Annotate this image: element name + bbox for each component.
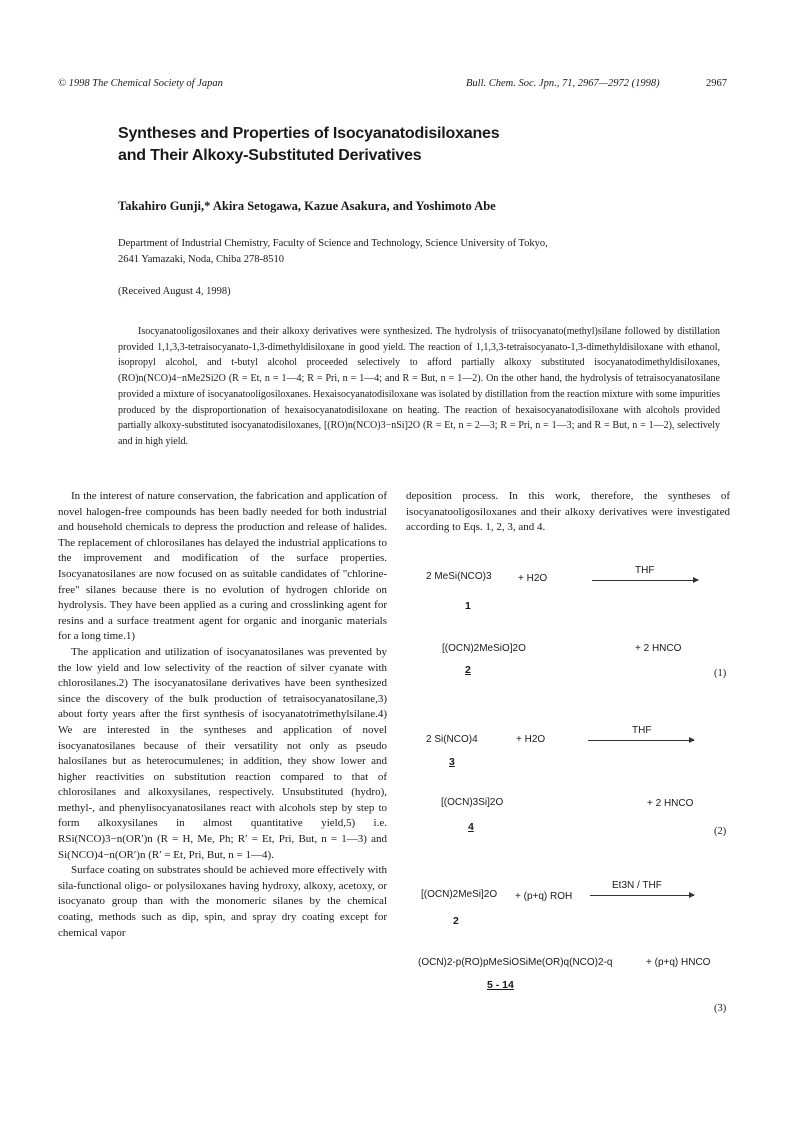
body-column-left <box>58 489 387 941</box>
affiliation <box>118 236 548 268</box>
body-paragraph: The application and utilization of isocyanatosilanes was prevented by the low yield and low selectivity of the reaction of silver cyanate with chlorosilanes.2) The isocyanatosilane derivatives have been synthesized since the discovery of the bulk production of tetraisocyanatosilane,3) about forty years after the first synthesis of isocyanatotrimethylsilane.4) We are interested in the syntheses and application of novel isocyanatosilanes because of their versatility not only as pseudo halosilanes but as heterocumulenes; in addition, they show lower and higher reactivities on substitution reaction compared to that of chlorosilanes and alkoxysilanes, respectively. Unsubstituted (hydro), methyl-, and phenylisocyanatosilanes react with alcohols step by step to form alkoxysilanes in almost quantitative yield,5) i.e. RSi(NCO)3−n(OR′)n (R = H, Me, Ph; R′ = Et, Pri, But, n = 1—3) and Si(NCO)4−n(OR′)n (R′ = Et, Pri, But, n = 1—4). <box>58 645 387 861</box>
eq2-plus-reagent: + H2O <box>516 734 546 745</box>
received-date: (Received August 4, 1998) <box>118 286 231 297</box>
eq3-reaction-arrow <box>590 895 694 896</box>
eq2-condition: THF <box>632 725 652 736</box>
eq3-plus-reagent: + (p+q) ROH <box>515 891 573 902</box>
eq2-product: [(OCN)3Si]2O <box>441 797 504 808</box>
body-paragraph: deposition process. In this work, therefore, the syntheses of isocyanatooligosiloxanes and their alkoxy derivatives were investigated according to Eqs. 1, 2, 3, and 4. <box>406 490 730 534</box>
eq3-number: (3) <box>714 1003 727 1014</box>
eq1-number: (1) <box>714 668 727 679</box>
body-paragraph: Surface coating on substrates should be achieved more effectively with sila-functional oligo- or polysiloxanes having hydroxy, alkoxy, acetoxy, or isocyanato group than with the monomeric silanes by the chemical coating, methods such as dip, spin, and spray dry coating except for chemical vapor <box>58 864 387 939</box>
title-line-2: and Their Alkoxy-Substituted Derivatives <box>118 147 422 164</box>
eq1-product-label: 2 <box>465 664 471 676</box>
eq1-reaction-arrow <box>592 580 698 581</box>
eq3-reactant: [(OCN)2MeSi]2O <box>421 889 498 900</box>
journal-copyright: © 1998 The Chemical Society of Japan <box>58 78 223 89</box>
abstract: Isocyanatooligosiloxanes and their alkoxy derivatives were synthesized. The hydrolysis of triisocyanato(methyl)silane followed by distillation provided 1,1,3,3-tetraisocyanato-1,3-dimethyldisiloxane in good yield. The reaction of 1,1,3,3-tetraisocyanato-1,3-dimethyldisiloxane with ethanol, isopropyl alcohol, and t-butyl alcohol proceeded selectively to afford partially alkoxy substituted isocyanatodimethyldisiloxanes, (RO)n(NCO)4−nMe2Si2O (R = Et, n = 1—4; R = Pri, n = 1—4; and R = But, n = 1—2). On the other hand, the hydrolysis of tetraisocyanatosilane provided a mixture of isocyanatooligosiloxanes. Hexaisocyanatodisiloxane was isolated by distillation from the reaction mixture with some impurities produced by the disproportionation of hexaisocyanatodisiloxane on heating. The reaction of hexaisocyanatodisiloxane with alcohols provided partially alkoxy-substituted isocyanatodisiloxanes, [(RO)n(NCO)3−nSi]2O (R = Et, n = 2—3; R = Pri, n = 1—3; and R = But, n = 1—2), selectively and in high yield. <box>118 326 720 447</box>
author-list: Takahiro Gunji,* Akira Setogawa, Kazue Asakura, and Yoshimoto Abe <box>118 199 496 213</box>
journal-citation: Bull. Chem. Soc. Jpn., 71, 2967—2972 (1998) <box>466 78 660 89</box>
eq3-product-label: 5 - 14 <box>487 979 514 991</box>
paper-title <box>118 123 499 167</box>
body-column-right <box>406 489 730 536</box>
eq2-compound-label: 3 <box>449 756 455 768</box>
affiliation-line-2: 2641 Yamazaki, Noda, Chiba 278-8510 <box>118 254 284 265</box>
eq2-reaction-arrow <box>588 740 694 741</box>
affiliation-line-1: Department of Industrial Chemistry, Faculty of Science and Technology, Science University of Tokyo, <box>118 238 548 249</box>
eq1-product: [(OCN)2MeSiO]2O <box>442 643 526 654</box>
eq2-product-label: 4 <box>468 821 474 833</box>
eq3-product: (OCN)2-p(RO)pMeSiOSiMe(OR)q(NCO)2-q <box>418 957 613 968</box>
eq1-compound-label: 1 <box>465 600 471 612</box>
eq2-number: (2) <box>714 826 727 837</box>
eq1-reactant: 2 MeSi(NCO)3 <box>426 571 492 582</box>
eq3-byproduct: + (p+q) HNCO <box>646 957 711 968</box>
body-paragraph: In the interest of nature conservation, the fabrication and application of novel halogen-free compounds has been badly needed for both industrial and household chemicals to depress the production and release of halides. The replacement of chlorosilanes has delayed the industrial applications to the improvement and modification of the surface properties. Isocyanatosilanes are now focused on as suitable candidates of "chlorine-free" silanes because there is no evolution of hydrogen chloride on hydrolysis. They have been applied as a curing and crosslinking agent for resins and a surface treatment agent for organic and inorganic materials for a long time.1) <box>58 490 387 643</box>
eq1-condition: THF <box>635 565 655 576</box>
eq2-reactant: 2 Si(NCO)4 <box>426 734 478 745</box>
eq1-byproduct: + 2 HNCO <box>635 643 682 654</box>
page-number: 2967 <box>706 78 727 89</box>
eq1-plus-reagent: + H2O <box>518 573 548 584</box>
eq3-compound-label: 2 <box>453 915 459 927</box>
eq2-byproduct: + 2 HNCO <box>647 798 694 809</box>
eq3-condition: Et3N / THF <box>612 880 662 891</box>
title-line-1: Syntheses and Properties of Isocyanatodisiloxanes <box>118 125 500 142</box>
